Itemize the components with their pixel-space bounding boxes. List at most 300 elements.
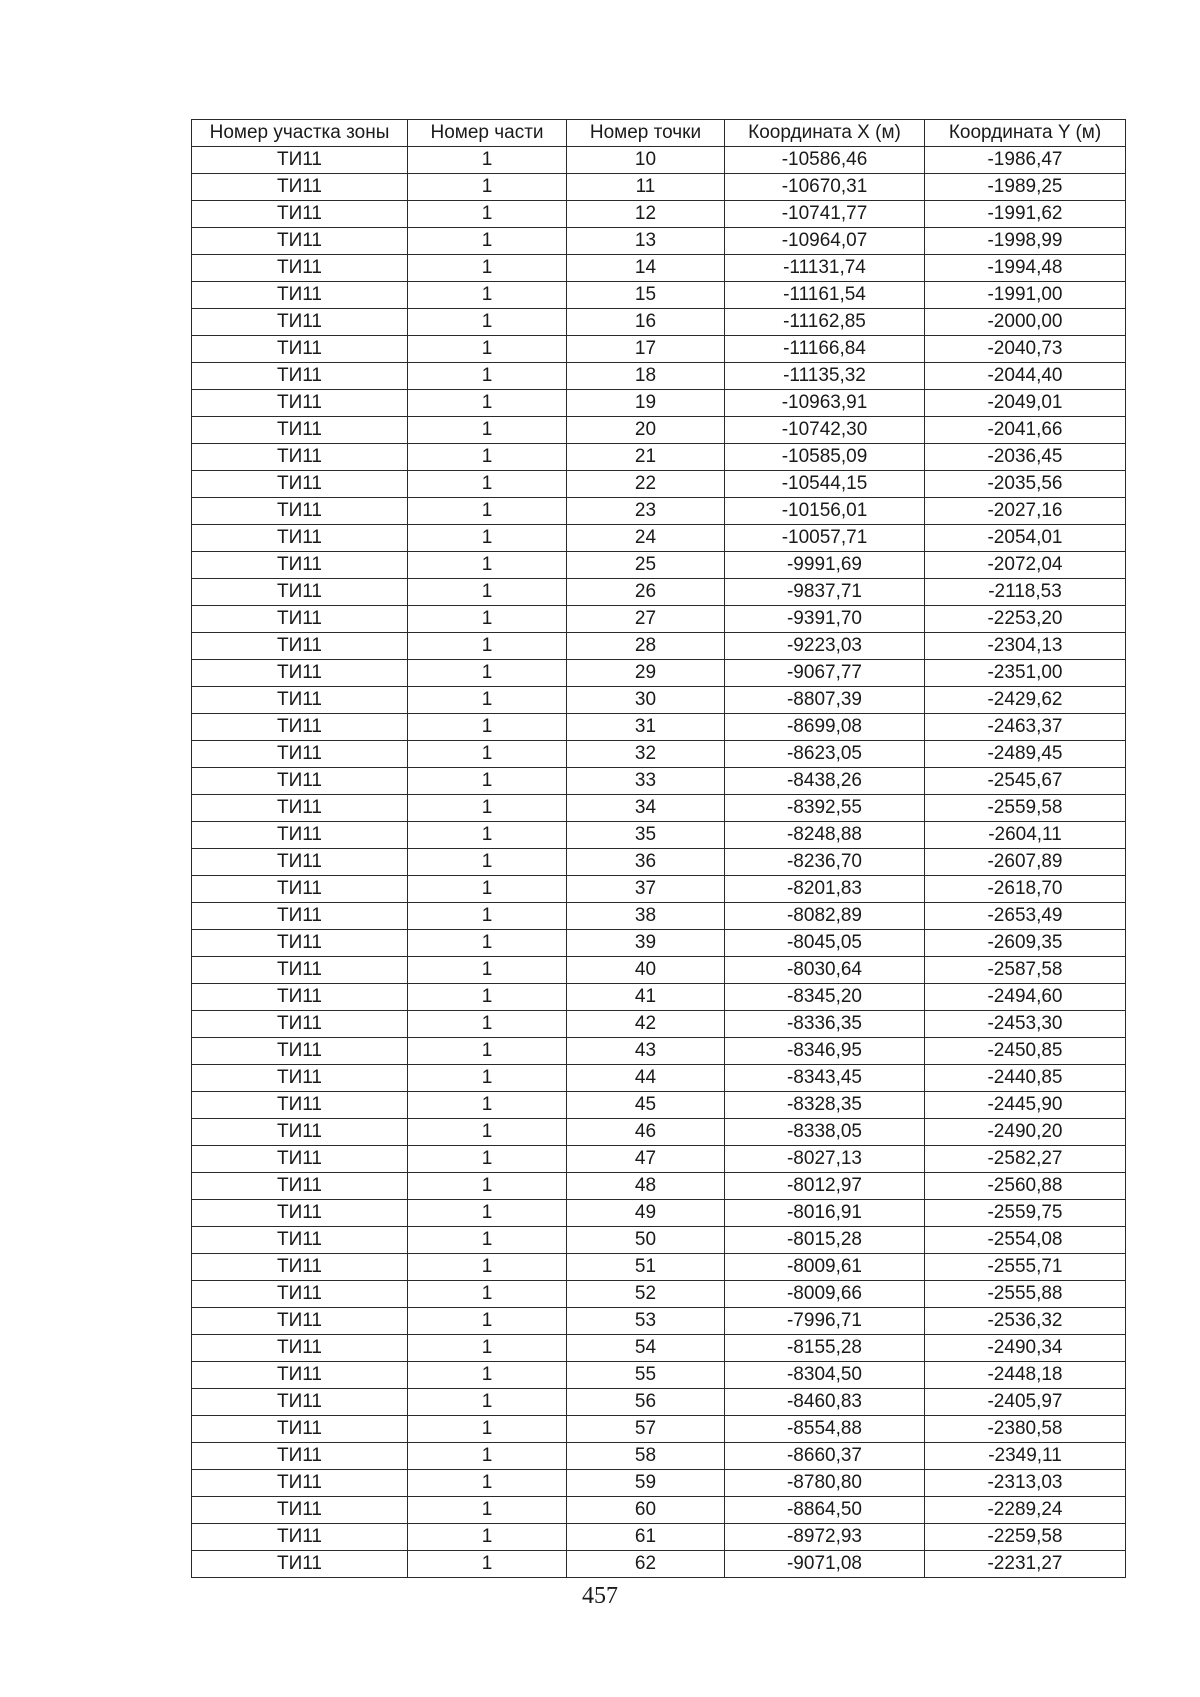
part-number-cell: 1 — [408, 390, 567, 417]
zone-section-cell: ТИ11 — [192, 876, 408, 903]
coordinate-y-cell: -2041,66 — [925, 417, 1126, 444]
zone-section-cell: ТИ11 — [192, 1497, 408, 1524]
part-number-cell: 1 — [408, 930, 567, 957]
zone-section-cell: ТИ11 — [192, 1200, 408, 1227]
coordinate-y-cell: -2450,85 — [925, 1038, 1126, 1065]
part-number-cell: 1 — [408, 1497, 567, 1524]
point-number-cell: 61 — [567, 1524, 725, 1551]
coordinate-y-cell: -2054,01 — [925, 525, 1126, 552]
zone-section-cell: ТИ11 — [192, 1389, 408, 1416]
coordinate-x-cell: -9837,71 — [725, 579, 925, 606]
table-row — [192, 930, 1126, 957]
part-number-cell: 1 — [408, 1524, 567, 1551]
table-header — [192, 120, 1126, 147]
coordinate-y-cell: -2555,71 — [925, 1254, 1126, 1281]
coordinate-x-cell: -8236,70 — [725, 849, 925, 876]
point-number-cell: 45 — [567, 1092, 725, 1119]
table-row — [192, 1146, 1126, 1173]
part-number-cell: 1 — [408, 795, 567, 822]
point-number-cell: 54 — [567, 1335, 725, 1362]
part-number-cell: 1 — [408, 1308, 567, 1335]
point-number-cell: 50 — [567, 1227, 725, 1254]
coordinate-x-cell: -8304,50 — [725, 1362, 925, 1389]
zone-section-cell: ТИ11 — [192, 768, 408, 795]
part-number-cell: 1 — [408, 1362, 567, 1389]
table-row — [192, 741, 1126, 768]
zone-section-cell: ТИ11 — [192, 174, 408, 201]
coordinate-y-cell: -2000,00 — [925, 309, 1126, 336]
part-number-cell: 1 — [408, 255, 567, 282]
part-number-cell: 1 — [408, 471, 567, 498]
coordinate-y-cell: -2587,58 — [925, 957, 1126, 984]
table-row — [192, 309, 1126, 336]
point-number-cell: 14 — [567, 255, 725, 282]
table-row — [192, 687, 1126, 714]
part-number-cell: 1 — [408, 714, 567, 741]
table-row — [192, 228, 1126, 255]
point-number-cell: 46 — [567, 1119, 725, 1146]
part-number-cell: 1 — [408, 1227, 567, 1254]
coordinate-x-cell: -8460,83 — [725, 1389, 925, 1416]
point-number-cell: 20 — [567, 417, 725, 444]
part-number-cell: 1 — [408, 849, 567, 876]
table-row — [192, 1119, 1126, 1146]
coordinate-y-cell: -2304,13 — [925, 633, 1126, 660]
coordinate-y-cell: -2445,90 — [925, 1092, 1126, 1119]
part-number-cell: 1 — [408, 1038, 567, 1065]
point-number-cell: 30 — [567, 687, 725, 714]
coordinate-y-cell: -2618,70 — [925, 876, 1126, 903]
zone-section-cell: ТИ11 — [192, 1146, 408, 1173]
part-number-cell: 1 — [408, 1092, 567, 1119]
point-number-cell: 36 — [567, 849, 725, 876]
point-number-cell: 53 — [567, 1308, 725, 1335]
coordinate-y-cell: -2049,01 — [925, 390, 1126, 417]
page-number: 457 — [582, 1583, 618, 1609]
point-number-cell: 17 — [567, 336, 725, 363]
zone-section-cell: ТИ11 — [192, 471, 408, 498]
point-number-cell: 37 — [567, 876, 725, 903]
coordinate-x-cell: -8016,91 — [725, 1200, 925, 1227]
coordinate-y-cell: -2035,56 — [925, 471, 1126, 498]
point-number-cell: 16 — [567, 309, 725, 336]
point-number-cell: 39 — [567, 930, 725, 957]
coordinate-x-cell: -8623,05 — [725, 741, 925, 768]
part-number-cell: 1 — [408, 1254, 567, 1281]
coordinate-y-cell: -1989,25 — [925, 174, 1126, 201]
part-number-cell: 1 — [408, 1173, 567, 1200]
table-row — [192, 201, 1126, 228]
part-number-cell: 1 — [408, 228, 567, 255]
coordinate-y-cell: -1986,47 — [925, 147, 1126, 174]
table-row — [192, 498, 1126, 525]
zone-section-cell: ТИ11 — [192, 201, 408, 228]
coordinate-y-cell: -2380,58 — [925, 1416, 1126, 1443]
coordinate-x-cell: -10742,30 — [725, 417, 925, 444]
zone-section-cell: ТИ11 — [192, 1308, 408, 1335]
point-number-cell: 11 — [567, 174, 725, 201]
table-row — [192, 1308, 1126, 1335]
header-coordinate-y: Координата Y (м) — [925, 120, 1126, 147]
part-number-cell: 1 — [408, 606, 567, 633]
coordinate-y-cell: -2027,16 — [925, 498, 1126, 525]
coordinate-y-cell: -2351,00 — [925, 660, 1126, 687]
table-row — [192, 1551, 1126, 1578]
coordinate-x-cell: -9223,03 — [725, 633, 925, 660]
zone-section-cell: ТИ11 — [192, 147, 408, 174]
table-row — [192, 1524, 1126, 1551]
table-row — [192, 390, 1126, 417]
coordinate-x-cell: -10586,46 — [725, 147, 925, 174]
table-row — [192, 336, 1126, 363]
coordinate-y-cell: -2489,45 — [925, 741, 1126, 768]
coordinate-y-cell: -2545,67 — [925, 768, 1126, 795]
part-number-cell: 1 — [408, 957, 567, 984]
zone-section-cell: ТИ11 — [192, 1470, 408, 1497]
point-number-cell: 59 — [567, 1470, 725, 1497]
coordinate-x-cell: -11161,54 — [725, 282, 925, 309]
zone-section-cell: ТИ11 — [192, 903, 408, 930]
point-number-cell: 29 — [567, 660, 725, 687]
part-number-cell: 1 — [408, 552, 567, 579]
coordinates-table — [191, 119, 1126, 1578]
part-number-cell: 1 — [408, 336, 567, 363]
coordinate-y-cell: -2554,08 — [925, 1227, 1126, 1254]
zone-section-cell: ТИ11 — [192, 1119, 408, 1146]
coordinate-y-cell: -2555,88 — [925, 1281, 1126, 1308]
point-number-cell: 28 — [567, 633, 725, 660]
point-number-cell: 47 — [567, 1146, 725, 1173]
coordinate-y-cell: -2405,97 — [925, 1389, 1126, 1416]
table-row — [192, 147, 1126, 174]
zone-section-cell: ТИ11 — [192, 309, 408, 336]
coordinate-y-cell: -2490,34 — [925, 1335, 1126, 1362]
zone-section-cell: ТИ11 — [192, 1524, 408, 1551]
zone-section-cell: ТИ11 — [192, 228, 408, 255]
zone-section-cell: ТИ11 — [192, 1173, 408, 1200]
coordinate-y-cell: -2559,75 — [925, 1200, 1126, 1227]
zone-section-cell: ТИ11 — [192, 552, 408, 579]
coordinate-x-cell: -11166,84 — [725, 336, 925, 363]
part-number-cell: 1 — [408, 444, 567, 471]
table-row — [192, 1038, 1126, 1065]
part-number-cell: 1 — [408, 1281, 567, 1308]
zone-section-cell: ТИ11 — [192, 282, 408, 309]
part-number-cell: 1 — [408, 1119, 567, 1146]
header-part-number: Номер части — [408, 120, 567, 147]
coordinate-x-cell: -8012,97 — [725, 1173, 925, 1200]
point-number-cell: 62 — [567, 1551, 725, 1578]
coordinate-x-cell: -8392,55 — [725, 795, 925, 822]
point-number-cell: 60 — [567, 1497, 725, 1524]
table-row — [192, 552, 1126, 579]
point-number-cell: 32 — [567, 741, 725, 768]
part-number-cell: 1 — [408, 768, 567, 795]
point-number-cell: 52 — [567, 1281, 725, 1308]
part-number-cell: 1 — [408, 633, 567, 660]
zone-section-cell: ТИ11 — [192, 1038, 408, 1065]
point-number-cell: 38 — [567, 903, 725, 930]
zone-section-cell: ТИ11 — [192, 822, 408, 849]
point-number-cell: 57 — [567, 1416, 725, 1443]
table-row — [192, 174, 1126, 201]
coordinate-x-cell: -8201,83 — [725, 876, 925, 903]
table-row — [192, 1173, 1126, 1200]
coordinate-x-cell: -11162,85 — [725, 309, 925, 336]
coordinate-y-cell: -2289,24 — [925, 1497, 1126, 1524]
table-body — [192, 147, 1126, 1578]
zone-section-cell: ТИ11 — [192, 1254, 408, 1281]
part-number-cell: 1 — [408, 1551, 567, 1578]
table-row — [192, 1335, 1126, 1362]
point-number-cell: 21 — [567, 444, 725, 471]
part-number-cell: 1 — [408, 1443, 567, 1470]
zone-section-cell: ТИ11 — [192, 390, 408, 417]
table-row — [192, 525, 1126, 552]
part-number-cell: 1 — [408, 1146, 567, 1173]
coordinate-x-cell: -8338,05 — [725, 1119, 925, 1146]
point-number-cell: 51 — [567, 1254, 725, 1281]
table-row — [192, 282, 1126, 309]
table-row — [192, 822, 1126, 849]
header-zone-section-number: Номер участка зоны — [192, 120, 408, 147]
table-row — [192, 849, 1126, 876]
point-number-cell: 22 — [567, 471, 725, 498]
table-row — [192, 876, 1126, 903]
coordinate-y-cell: -1994,48 — [925, 255, 1126, 282]
part-number-cell: 1 — [408, 579, 567, 606]
coordinate-y-cell: -2582,27 — [925, 1146, 1126, 1173]
table-row — [192, 1065, 1126, 1092]
part-number-cell: 1 — [408, 1011, 567, 1038]
coordinate-y-cell: -2036,45 — [925, 444, 1126, 471]
point-number-cell: 10 — [567, 147, 725, 174]
part-number-cell: 1 — [408, 876, 567, 903]
coordinate-y-cell: -2559,58 — [925, 795, 1126, 822]
coordinate-x-cell: -8554,88 — [725, 1416, 925, 1443]
point-number-cell: 33 — [567, 768, 725, 795]
coordinate-x-cell: -8345,20 — [725, 984, 925, 1011]
table-row — [192, 1227, 1126, 1254]
part-number-cell: 1 — [408, 822, 567, 849]
table-row — [192, 1497, 1126, 1524]
table-row — [192, 1470, 1126, 1497]
header-row — [192, 120, 1126, 147]
part-number-cell: 1 — [408, 309, 567, 336]
coordinate-x-cell: -8864,50 — [725, 1497, 925, 1524]
point-number-cell: 19 — [567, 390, 725, 417]
table-row — [192, 471, 1126, 498]
coordinate-y-cell: -2609,35 — [925, 930, 1126, 957]
zone-section-cell: ТИ11 — [192, 1416, 408, 1443]
coordinate-y-cell: -2253,20 — [925, 606, 1126, 633]
coordinate-x-cell: -10964,07 — [725, 228, 925, 255]
table-row — [192, 1416, 1126, 1443]
point-number-cell: 24 — [567, 525, 725, 552]
table-row — [192, 1092, 1126, 1119]
table-row — [192, 444, 1126, 471]
part-number-cell: 1 — [408, 741, 567, 768]
zone-section-cell: ТИ11 — [192, 1335, 408, 1362]
coordinate-y-cell: -2440,85 — [925, 1065, 1126, 1092]
coordinate-x-cell: -8082,89 — [725, 903, 925, 930]
table-row — [192, 957, 1126, 984]
table-row — [192, 1200, 1126, 1227]
point-number-cell: 18 — [567, 363, 725, 390]
point-number-cell: 58 — [567, 1443, 725, 1470]
coordinate-y-cell: -2349,11 — [925, 1443, 1126, 1470]
point-number-cell: 31 — [567, 714, 725, 741]
zone-section-cell: ТИ11 — [192, 930, 408, 957]
point-number-cell: 43 — [567, 1038, 725, 1065]
point-number-cell: 27 — [567, 606, 725, 633]
coordinate-x-cell: -10963,91 — [725, 390, 925, 417]
coordinate-x-cell: -10585,09 — [725, 444, 925, 471]
coordinate-y-cell: -2118,53 — [925, 579, 1126, 606]
coordinate-x-cell: -8807,39 — [725, 687, 925, 714]
zone-section-cell: ТИ11 — [192, 1092, 408, 1119]
coordinate-x-cell: -10156,01 — [725, 498, 925, 525]
coordinate-x-cell: -8248,88 — [725, 822, 925, 849]
coordinate-y-cell: -1991,62 — [925, 201, 1126, 228]
point-number-cell: 26 — [567, 579, 725, 606]
coordinate-y-cell: -2313,03 — [925, 1470, 1126, 1497]
coordinate-y-cell: -2463,37 — [925, 714, 1126, 741]
part-number-cell: 1 — [408, 363, 567, 390]
zone-section-cell: ТИ11 — [192, 1065, 408, 1092]
part-number-cell: 1 — [408, 525, 567, 552]
part-number-cell: 1 — [408, 201, 567, 228]
coordinate-x-cell: -8009,66 — [725, 1281, 925, 1308]
coordinate-x-cell: -11131,74 — [725, 255, 925, 282]
coordinate-x-cell: -8009,61 — [725, 1254, 925, 1281]
coordinate-x-cell: -11135,32 — [725, 363, 925, 390]
zone-section-cell: ТИ11 — [192, 525, 408, 552]
table-row — [192, 1011, 1126, 1038]
table-row — [192, 606, 1126, 633]
part-number-cell: 1 — [408, 660, 567, 687]
zone-section-cell: ТИ11 — [192, 687, 408, 714]
coordinate-x-cell: -9391,70 — [725, 606, 925, 633]
table-row — [192, 768, 1126, 795]
table-row — [192, 579, 1126, 606]
part-number-cell: 1 — [408, 903, 567, 930]
zone-section-cell: ТИ11 — [192, 363, 408, 390]
coordinate-x-cell: -9991,69 — [725, 552, 925, 579]
zone-section-cell: ТИ11 — [192, 255, 408, 282]
coordinate-x-cell: -10057,71 — [725, 525, 925, 552]
table-row — [192, 363, 1126, 390]
zone-section-cell: ТИ11 — [192, 1551, 408, 1578]
point-number-cell: 15 — [567, 282, 725, 309]
zone-section-cell: ТИ11 — [192, 741, 408, 768]
coordinate-x-cell: -8780,80 — [725, 1470, 925, 1497]
zone-section-cell: ТИ11 — [192, 336, 408, 363]
zone-section-cell: ТИ11 — [192, 579, 408, 606]
zone-section-cell: ТИ11 — [192, 660, 408, 687]
coordinate-x-cell: -8972,93 — [725, 1524, 925, 1551]
header-point-number: Номер точки — [567, 120, 725, 147]
coordinate-x-cell: -8027,13 — [725, 1146, 925, 1173]
part-number-cell: 1 — [408, 498, 567, 525]
point-number-cell: 12 — [567, 201, 725, 228]
zone-section-cell: ТИ11 — [192, 444, 408, 471]
header-coordinate-x: Координата X (м) — [725, 120, 925, 147]
coordinate-y-cell: -2560,88 — [925, 1173, 1126, 1200]
coordinate-y-cell: -1991,00 — [925, 282, 1126, 309]
point-number-cell: 34 — [567, 795, 725, 822]
part-number-cell: 1 — [408, 984, 567, 1011]
coordinate-x-cell: -8015,28 — [725, 1227, 925, 1254]
part-number-cell: 1 — [408, 417, 567, 444]
zone-section-cell: ТИ11 — [192, 633, 408, 660]
part-number-cell: 1 — [408, 1065, 567, 1092]
zone-section-cell: ТИ11 — [192, 1443, 408, 1470]
zone-section-cell: ТИ11 — [192, 1011, 408, 1038]
coordinate-y-cell: -2072,04 — [925, 552, 1126, 579]
coordinate-x-cell: -8155,28 — [725, 1335, 925, 1362]
zone-section-cell: ТИ11 — [192, 1227, 408, 1254]
zone-section-cell: ТИ11 — [192, 957, 408, 984]
table-row — [192, 255, 1126, 282]
coordinate-y-cell: -2607,89 — [925, 849, 1126, 876]
coordinate-x-cell: -8336,35 — [725, 1011, 925, 1038]
zone-section-cell: ТИ11 — [192, 714, 408, 741]
table-row — [192, 1443, 1126, 1470]
point-number-cell: 41 — [567, 984, 725, 1011]
coordinate-y-cell: -2429,62 — [925, 687, 1126, 714]
point-number-cell: 55 — [567, 1362, 725, 1389]
coordinate-x-cell: -8030,64 — [725, 957, 925, 984]
coordinate-y-cell: -2536,32 — [925, 1308, 1126, 1335]
coordinate-x-cell: -8699,08 — [725, 714, 925, 741]
part-number-cell: 1 — [408, 1200, 567, 1227]
coordinate-x-cell: -8045,05 — [725, 930, 925, 957]
coordinate-x-cell: -10544,15 — [725, 471, 925, 498]
zone-section-cell: ТИ11 — [192, 498, 408, 525]
point-number-cell: 44 — [567, 1065, 725, 1092]
coordinate-x-cell: -9071,08 — [725, 1551, 925, 1578]
table-row — [192, 714, 1126, 741]
coordinate-y-cell: -2453,30 — [925, 1011, 1126, 1038]
coordinate-x-cell: -8346,95 — [725, 1038, 925, 1065]
coordinate-y-cell: -2653,49 — [925, 903, 1126, 930]
coordinate-y-cell: -2044,40 — [925, 363, 1126, 390]
point-number-cell: 13 — [567, 228, 725, 255]
table-row — [192, 795, 1126, 822]
table-row — [192, 903, 1126, 930]
part-number-cell: 1 — [408, 1335, 567, 1362]
table-row — [192, 633, 1126, 660]
table-row — [192, 660, 1126, 687]
coordinate-x-cell: -8438,26 — [725, 768, 925, 795]
point-number-cell: 56 — [567, 1389, 725, 1416]
table-row — [192, 1389, 1126, 1416]
table-row — [192, 1281, 1126, 1308]
coordinate-x-cell: -9067,77 — [725, 660, 925, 687]
coordinate-y-cell: -2040,73 — [925, 336, 1126, 363]
coordinate-y-cell: -2448,18 — [925, 1362, 1126, 1389]
part-number-cell: 1 — [408, 147, 567, 174]
point-number-cell: 42 — [567, 1011, 725, 1038]
point-number-cell: 25 — [567, 552, 725, 579]
coordinate-x-cell: -10741,77 — [725, 201, 925, 228]
point-number-cell: 48 — [567, 1173, 725, 1200]
part-number-cell: 1 — [408, 1389, 567, 1416]
table-row — [192, 1362, 1126, 1389]
zone-section-cell: ТИ11 — [192, 417, 408, 444]
zone-section-cell: ТИ11 — [192, 795, 408, 822]
